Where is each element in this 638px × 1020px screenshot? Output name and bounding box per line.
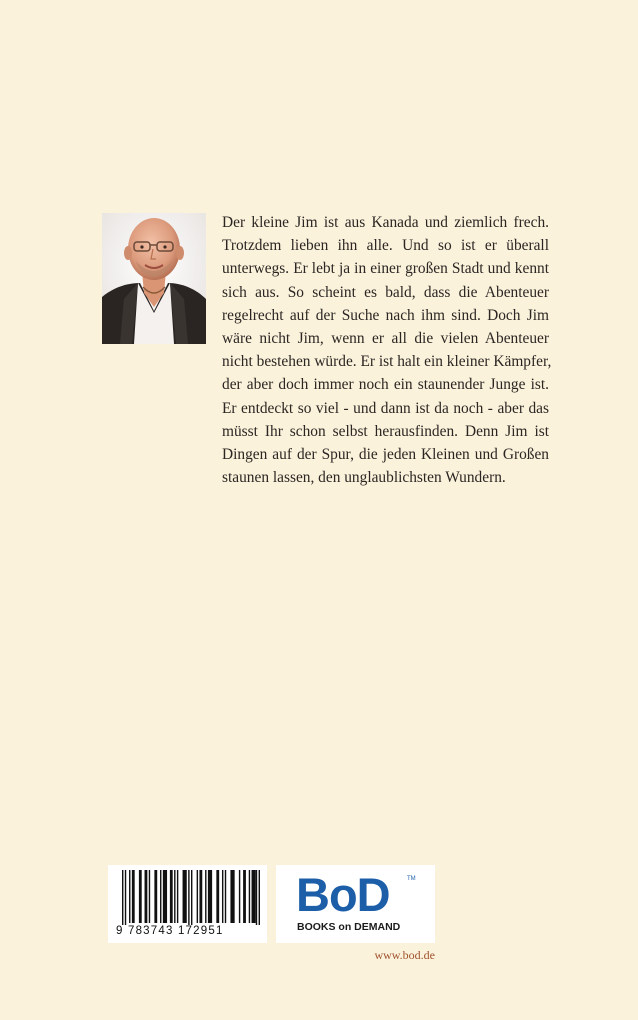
barcode-bar	[160, 870, 161, 923]
blurb-line: wäre nicht Jim, wenn er all die vielen Abenteuer	[222, 330, 549, 348]
blurb-line: Der kleine Jim ist aus Kanada und ziemlich frech.	[222, 214, 549, 231]
barcode-bar	[132, 870, 135, 923]
barcode-bar	[154, 870, 157, 923]
barcode-bar	[256, 870, 257, 925]
blurb-line: Trotzdem lieben ihn alle. Und so ist er überall	[222, 237, 549, 255]
barcode-bar	[225, 870, 226, 923]
barcode-bar	[125, 870, 126, 925]
barcode-bar	[122, 870, 123, 925]
blurb-line: sich aus. So scheint es bald, dass die Abenteuer	[222, 283, 549, 301]
blurb-line: der aber doch immer noch ein staunender Junge ist.	[222, 376, 549, 394]
barcode-bar	[230, 870, 234, 923]
barcode-bar	[259, 870, 260, 925]
barcode-bar	[139, 870, 142, 923]
blurb-line: regelrecht auf der Suche nach ihm sind. Doch Jim	[222, 306, 549, 324]
barcode-bar	[216, 870, 219, 923]
blurb-line: staunen lassen, den unglaublichsten Wundern.	[222, 469, 506, 487]
author-photo	[102, 213, 206, 344]
trademark-mark: TM	[407, 876, 416, 882]
barcode-bar	[191, 870, 192, 925]
blurb-line: müsst Ihr schon selbst herausfinden. Denn Jim ist	[222, 422, 549, 440]
barcode-bar	[149, 870, 150, 923]
publisher-website: www.bod.de	[374, 948, 435, 962]
isbn-barcode	[108, 865, 267, 943]
blurb-line: Er entdeckt so viel - und dann ist da noch - aber das	[222, 399, 549, 417]
barcode-bars	[108, 865, 267, 925]
author-portrait-illustration	[102, 213, 206, 344]
barcode-bar	[197, 870, 198, 923]
publisher-tagline: BOOKS on DEMAND	[297, 921, 401, 933]
barcode-bar	[243, 870, 246, 923]
barcode-bar	[222, 870, 223, 923]
blurb-line: Dingen auf der Spur, die jeden Kleinen und Großen	[222, 446, 549, 464]
barcode-bar	[208, 870, 212, 923]
barcode-bar	[170, 870, 173, 923]
bod-logo-text: BoD	[296, 868, 390, 921]
barcode-bar	[177, 870, 178, 923]
book-blurb	[222, 211, 552, 489]
barcode-bar	[205, 870, 206, 923]
barcode-bar	[163, 870, 167, 923]
barcode-bar	[249, 870, 250, 923]
barcode-bar	[174, 870, 175, 923]
blurb-line: nicht bestehen würde. Er ist halt ein kleiner Kämpfer,	[222, 353, 552, 371]
barcode-bar	[188, 870, 189, 925]
barcode-bar	[183, 870, 187, 923]
barcode-bar	[252, 870, 256, 923]
barcode-bar	[199, 870, 202, 923]
barcode-bar	[239, 870, 240, 923]
barcode-bar	[129, 870, 130, 923]
blurb-line: unterwegs. Er lebt ja in einer großen Stadt und kennt	[222, 260, 549, 278]
isbn-digits: 9 783743 172951	[116, 925, 224, 937]
publisher-logo	[276, 865, 435, 943]
barcode-bar	[145, 870, 148, 923]
